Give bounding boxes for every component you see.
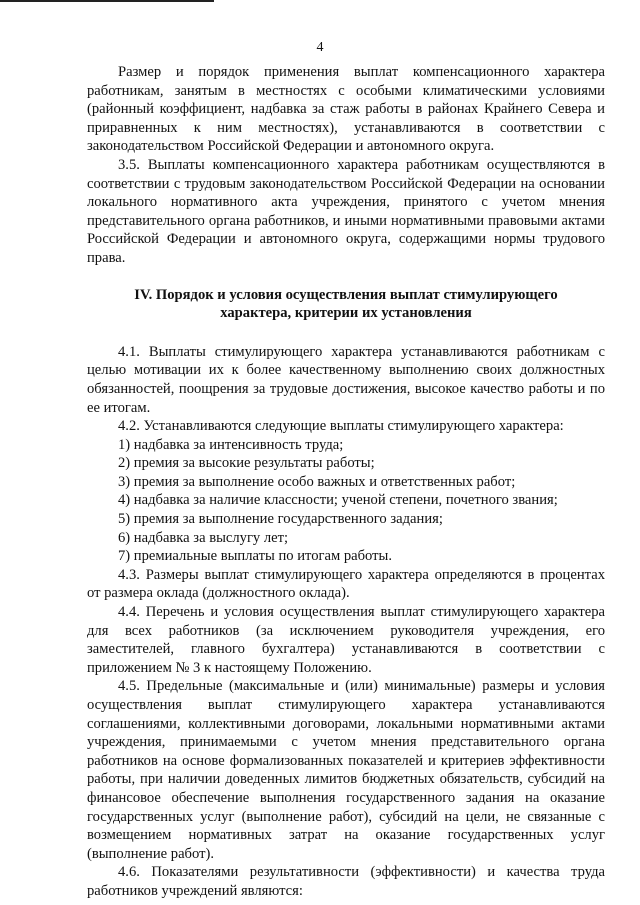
list-item: 2) премия за высокие результаты работы; — [118, 455, 375, 472]
section-heading-line-1: IV. Порядок и условия осуществления выплат стимулирующего — [134, 286, 558, 303]
list-item: 7) премиальные выплаты по итогам работы. — [118, 548, 392, 565]
paragraph-4-5: 4.5. Предельные (максимальные и (или) минимальные) размеры и условия осуществления выплат стимулирующего характера устанавливаются соглашениями, коллективными договорами, локальными нормативными актами учреждения, принимаемыми с учетом мнения представительного органа работников на основе формализованных показателей и критериев эффективности работы, при наличии доведенных лимитов бюджетных обязательств, субсидий на финансовое обеспечение выполнения государственного задания на оказание государственных услуг (выполнение работ), субсидий на цели, не связанные с возмещением нормативных затрат на оказание государственных услуг (выполнение работ). — [87, 678, 605, 862]
paragraph-4-6: 4.6. Показателями результативности (эффективности) и качества труда работников учреждений являются: — [87, 864, 605, 899]
top-rule — [0, 0, 214, 2]
paragraph-4-1: 4.1. Выплаты стимулирующего характера устанавливаются работникам с целью мотивации их к более качественному выполнению своих должностных обязанностей, поощрения за трудовые достижения, высокое качество работы и по ее итогам. — [87, 343, 605, 416]
list-item: 5) премия за выполнение государственного задания; — [118, 511, 443, 528]
paragraph-3-5: 3.5. Выплаты компенсационного характера работникам осуществляются в соответствии с трудовым законодательством Российской Федерации на основании локального нормативного акта учреждения, принятого с учетом мнения представительного органа работников, и иными нормативными правовыми актами Российской Федерации и автономного округа, содержащими нормы трудового права. — [87, 156, 605, 266]
list-item: 4) надбавка за наличие классности; ученой степени, почетного звания; — [118, 492, 558, 509]
paragraph-4-2: 4.2. Устанавливаются следующие выплаты стимулирующего характера: — [118, 418, 564, 435]
section-heading — [87, 286, 605, 323]
stimulating-payments-list — [87, 436, 605, 566]
page-number: 4 — [316, 40, 324, 55]
paragraph-4-3: 4.3. Размеры выплат стимулирующего характера определяются в процентах от размера оклада (должностного оклада). — [87, 566, 605, 602]
list-item: 3) премия за выполнение особо важных и ответственных работ; — [118, 473, 516, 490]
section-heading-line-2: характера, критерии их установления — [220, 305, 472, 322]
list-item: 6) надбавка за выслугу лет; — [118, 529, 289, 546]
paragraph-compensation-size: Размер и порядок применения выплат компенсационного характера работникам, занятым в местностях с особыми климатическими условиями (районный коэффициент, надбавка за стаж работы в районах Крайнего Севера и приравненных к ним местностях), устанавливаются в соответствии с законодательством Российской Федерации и автономного округа. — [87, 64, 605, 155]
document-body — [87, 63, 605, 901]
paragraph-4-4: 4.4. Перечень и условия осуществления выплат стимулирующего характера для всех работников (за исключением руководителя учреждения, его заместителей, главного бухгалтера) устанавливаются в соответствии с приложением № 3 к настоящему Положению. — [87, 604, 605, 676]
list-item: 1) надбавка за интенсивность труда; — [118, 436, 344, 453]
